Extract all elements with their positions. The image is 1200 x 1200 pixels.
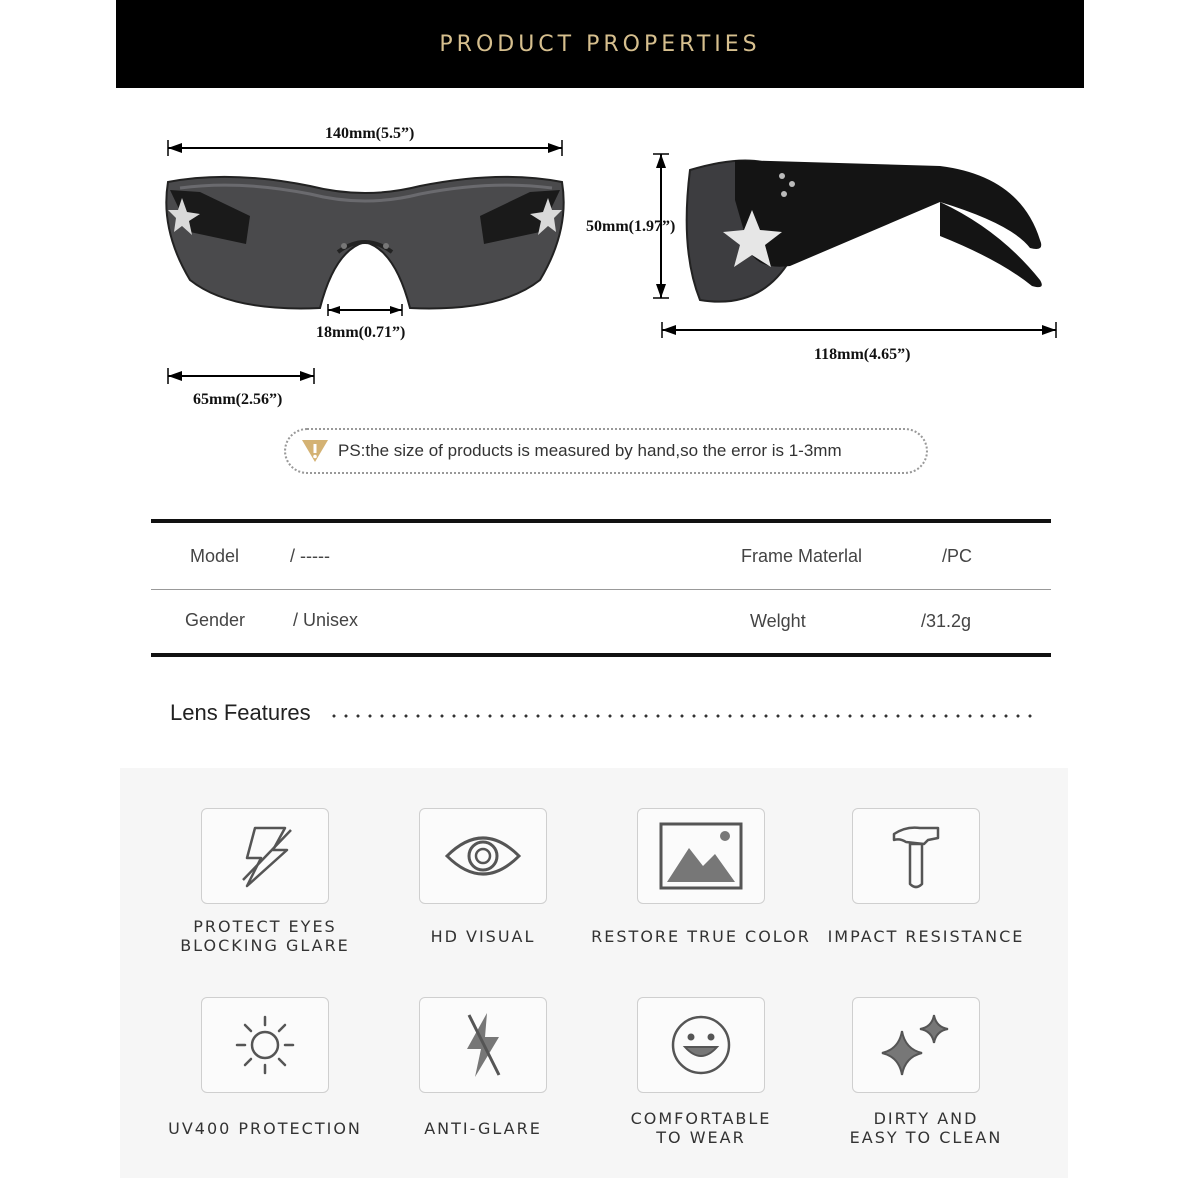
spec-table-bottom-rule	[151, 653, 1051, 657]
bridge-width-label: 18mm(0.71”)	[316, 324, 406, 341]
feature-anti-glare	[419, 997, 547, 1093]
feature-true-color	[637, 808, 765, 904]
feature-label-comfortable: COMFORTABLE TO WEAR	[630, 1109, 772, 1147]
feature-label-protect-eyes: PROTECT EYES BLOCKING GLARE	[180, 917, 350, 955]
sparkle-icon	[878, 1011, 954, 1079]
spec-frame-label: Frame Materlal	[741, 546, 863, 566]
feature-easy-clean	[852, 997, 980, 1093]
temple-length-label: 118mm(4.65”)	[814, 346, 911, 363]
spec-weight-label: Welght	[750, 611, 806, 631]
picture-icon	[659, 822, 743, 890]
feature-label-impact-resistance: IMPACT RESISTANCE	[827, 927, 1025, 946]
feature-label-true-color: RESTORE TRUE COLOR	[591, 927, 811, 946]
sunglasses-side-view	[640, 140, 1070, 350]
feature-impact-resistance	[852, 808, 980, 904]
feature-label-hd-visual: HD VISUAL	[430, 927, 536, 946]
sun-icon	[233, 1013, 297, 1077]
spec-gender-label: Gender	[185, 610, 246, 630]
lens-width-label: 65mm(2.56”)	[193, 391, 283, 408]
header-bar	[116, 0, 1084, 88]
dotted-leader	[328, 714, 1040, 718]
eye-icon	[443, 826, 523, 886]
spec-weight-value: /31.2g	[921, 611, 972, 631]
feature-uv400	[201, 997, 329, 1093]
spec-model-label: Model	[190, 546, 240, 566]
page-title: PRODUCT PROPERTIES	[439, 31, 761, 57]
sunglasses-front-view	[160, 120, 580, 420]
feature-label-anti-glare: ANTI-GLARE	[424, 1119, 542, 1138]
feature-label-uv400: UV400 PROTECTION	[168, 1119, 362, 1138]
smile-icon	[669, 1013, 733, 1077]
note-text: PS:the size of products is measured by hand,so the error is 1-3mm	[338, 441, 842, 460]
spec-frame-value: /PC	[942, 546, 973, 566]
feature-protect-eyes	[201, 808, 329, 904]
feature-label-easy-clean: DIRTY AND EASY TO CLEAN	[849, 1109, 1003, 1147]
feature-comfortable	[637, 997, 765, 1093]
spec-model-value: / -----	[290, 546, 330, 566]
total-width-label: 140mm(5.5”)	[325, 125, 415, 142]
lightning-icon	[229, 820, 301, 892]
warning-icon	[300, 438, 330, 464]
hammer-icon	[888, 820, 944, 892]
feature-hd-visual	[419, 808, 547, 904]
anti-glare-icon	[451, 1009, 515, 1081]
measurement-note	[284, 428, 928, 474]
spec-table-top-rule	[151, 519, 1051, 523]
lens-features-title: Lens Features	[170, 700, 311, 725]
spec-gender-value: / Unisex	[293, 610, 359, 630]
lens-height-label: 50mm(1.97”)	[586, 218, 676, 235]
spec-table-divider	[151, 589, 1051, 590]
